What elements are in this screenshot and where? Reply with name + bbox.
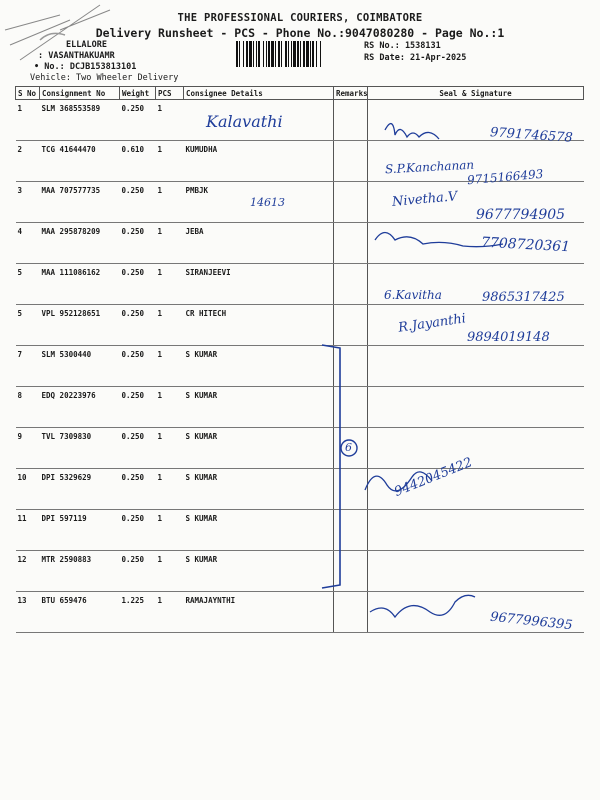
- row-sno: 10: [16, 469, 40, 510]
- barcode-bar: [266, 41, 267, 67]
- table-header-row: [16, 87, 584, 100]
- handwritten-signature: R.Jayanthi: [397, 311, 467, 336]
- weight: 1.225: [120, 592, 156, 633]
- consignee-name: S KUMAR: [184, 551, 334, 592]
- drs-number: • No.: DCJB153813101: [34, 62, 137, 72]
- barcode-bar: [297, 41, 299, 67]
- handwritten-phone: 9677794905: [476, 207, 566, 223]
- pieces: 1: [156, 551, 184, 592]
- table-row: [16, 510, 584, 551]
- barcode-bar: [268, 41, 270, 67]
- weight: 0.250: [120, 510, 156, 551]
- staff-name: : VASANTHAKUAMR: [38, 51, 115, 61]
- consignment-number: SLM 368553589: [40, 100, 120, 141]
- weight: 0.250: [120, 100, 156, 141]
- weight: 0.250: [120, 264, 156, 305]
- remarks-cell: [334, 346, 368, 387]
- weight: 0.250: [120, 305, 156, 346]
- col-consignment: Consignment No: [40, 87, 120, 100]
- pieces: 1: [156, 469, 184, 510]
- handwritten-phone: 9865317425: [482, 290, 565, 305]
- consignee-name: S KUMAR: [184, 428, 334, 469]
- handwritten-note: 14613: [250, 196, 285, 209]
- remarks-cell: [334, 469, 368, 510]
- rs-date: RS Date: 21-Apr-2025: [364, 53, 467, 63]
- seal-signature-cell: [368, 551, 584, 592]
- pieces: 1: [156, 592, 184, 633]
- col-sno: S No: [16, 87, 40, 100]
- pieces: 1: [156, 141, 184, 182]
- pieces: 1: [156, 346, 184, 387]
- seal-signature-cell: [368, 387, 584, 428]
- row-sno: 11: [16, 510, 40, 551]
- handwritten-phone: 7708720361: [480, 234, 571, 256]
- row-sno: 13: [16, 592, 40, 633]
- seal-signature-cell: [368, 510, 584, 551]
- pieces: 1: [156, 510, 184, 551]
- pieces: 1: [156, 387, 184, 428]
- consignment-number: VPL 952128651: [40, 305, 120, 346]
- table-row: [16, 551, 584, 592]
- branch-name: ELLALORE: [66, 40, 107, 50]
- remarks-cell: [334, 305, 368, 346]
- consignment-number: TVL 7309830: [40, 428, 120, 469]
- barcode-bar: [306, 41, 309, 67]
- consignee-name: RAMAJAYNTHI: [184, 592, 334, 633]
- delivery-table: [15, 86, 584, 633]
- consignment-number: DPI 5329629: [40, 469, 120, 510]
- consignee-name: CR HITECH: [184, 305, 334, 346]
- row-sno: 8: [16, 387, 40, 428]
- barcode-bar: [278, 41, 280, 67]
- row-sno: 5: [16, 305, 40, 346]
- col-weight: Weight: [120, 87, 156, 100]
- barcode-bar: [271, 41, 274, 67]
- pieces: 1: [156, 305, 184, 346]
- vehicle-type: Vehicle: Two Wheeler Delivery: [30, 73, 179, 83]
- remarks-cell: [334, 592, 368, 633]
- col-pcs: PCS: [156, 87, 184, 100]
- col-seal: Seal & Signature: [368, 87, 584, 100]
- consignee-name: JEBA: [184, 223, 334, 264]
- barcode-bar: [293, 41, 296, 67]
- barcode-bar: [258, 41, 260, 67]
- weight: 0.250: [120, 551, 156, 592]
- pieces: 1: [156, 223, 184, 264]
- table-row: [16, 387, 584, 428]
- remarks-cell: [334, 141, 368, 182]
- barcode-bar: [256, 41, 257, 67]
- remarks-cell: [334, 100, 368, 141]
- barcode-bar: [291, 41, 292, 67]
- weight: 0.250: [120, 182, 156, 223]
- weight: 0.610: [120, 141, 156, 182]
- consignee-name: SIRANJEEVI: [184, 264, 334, 305]
- consignee-name: S KUMAR: [184, 387, 334, 428]
- barcode-bar: [310, 41, 311, 67]
- col-remarks: Remarks: [334, 87, 368, 100]
- consignment-number: MAA 111086162: [40, 264, 120, 305]
- row-sno: 2: [16, 141, 40, 182]
- consignment-number: MAA 295878209: [40, 223, 120, 264]
- handwritten-phone: 9442045422: [392, 455, 475, 500]
- weight: 0.250: [120, 469, 156, 510]
- barcode-bar: [246, 41, 248, 67]
- row-sno: 9: [16, 428, 40, 469]
- barcode-bar: [303, 41, 305, 67]
- handwritten-signature: S.P.Kanchanan: [384, 157, 475, 177]
- barcode-bar: [285, 41, 287, 67]
- remarks-cell: [334, 182, 368, 223]
- barcode-bar: [312, 41, 314, 67]
- consignment-number: MAA 707577735: [40, 182, 120, 223]
- handwritten-signature: Nivetha.V: [391, 189, 458, 210]
- consignment-number: TCG 41644470: [40, 141, 120, 182]
- barcode-bar: [243, 41, 244, 67]
- barcode: [236, 41, 358, 67]
- handwritten-name: Kalavathi: [206, 112, 283, 131]
- pieces: 1: [156, 264, 184, 305]
- handwritten-signature: 6.Kavitha: [384, 288, 442, 302]
- company-name: THE PROFESSIONAL COURIERS, COIMBATORE: [177, 12, 423, 24]
- handwritten-phone: 9791746578: [489, 125, 574, 146]
- barcode-bar: [281, 41, 282, 67]
- bracket-count-label: 6: [345, 441, 352, 454]
- row-sno: 12: [16, 551, 40, 592]
- remarks-cell: [334, 264, 368, 305]
- handwritten-phone: 9677996395: [489, 609, 574, 634]
- remarks-cell: [334, 551, 368, 592]
- handwritten-phone: 9894019148: [467, 330, 550, 345]
- consignment-number: DPI 597119: [40, 510, 120, 551]
- table-row: [16, 428, 584, 469]
- barcode-bar: [300, 41, 301, 67]
- table-row: [16, 346, 584, 387]
- consignee-name: S KUMAR: [184, 510, 334, 551]
- seal-signature-cell: [368, 346, 584, 387]
- barcode-bar: [236, 41, 238, 67]
- barcode-bar: [253, 41, 254, 67]
- remarks-cell: [334, 223, 368, 264]
- handwritten-phone: 9715166493: [466, 166, 544, 188]
- col-consignee: Consignee Details: [184, 87, 334, 100]
- consignment-number: BTU 659476: [40, 592, 120, 633]
- consignment-number: EDQ 20223976: [40, 387, 120, 428]
- weight: 0.250: [120, 387, 156, 428]
- barcode-bar: [316, 41, 317, 67]
- pieces: 1: [156, 100, 184, 141]
- consignee-name: S KUMAR: [184, 469, 334, 510]
- barcode-bar: [275, 41, 276, 67]
- row-sno: 3: [16, 182, 40, 223]
- consignment-number: MTR 2590883: [40, 551, 120, 592]
- barcode-bar: [288, 41, 289, 67]
- barcode-bar: [320, 41, 321, 67]
- seal-signature-cell: [368, 428, 584, 469]
- consignee-name: PMBJK: [184, 182, 334, 223]
- weight: 0.250: [120, 428, 156, 469]
- pieces: 1: [156, 428, 184, 469]
- barcode-bar: [249, 41, 252, 67]
- consignee-name: KUMUDHA: [184, 141, 334, 182]
- weight: 0.250: [120, 223, 156, 264]
- remarks-cell: [334, 387, 368, 428]
- consignment-number: SLM 5300440: [40, 346, 120, 387]
- remarks-cell: [334, 510, 368, 551]
- consignee-name: S KUMAR: [184, 346, 334, 387]
- row-sno: 5: [16, 264, 40, 305]
- rs-number: RS No.: 1538131: [364, 41, 441, 51]
- barcode-bar: [263, 41, 264, 67]
- pieces: 1: [156, 182, 184, 223]
- row-sno: 1: [16, 100, 40, 141]
- row-sno: 7: [16, 346, 40, 387]
- weight: 0.250: [120, 346, 156, 387]
- row-sno: 4: [16, 223, 40, 264]
- table-row: [16, 469, 584, 510]
- runsheet-title: Delivery Runsheet - PCS - Phone No.:9047080280 - Page No.:1: [95, 26, 505, 40]
- barcode-bar: [239, 41, 240, 67]
